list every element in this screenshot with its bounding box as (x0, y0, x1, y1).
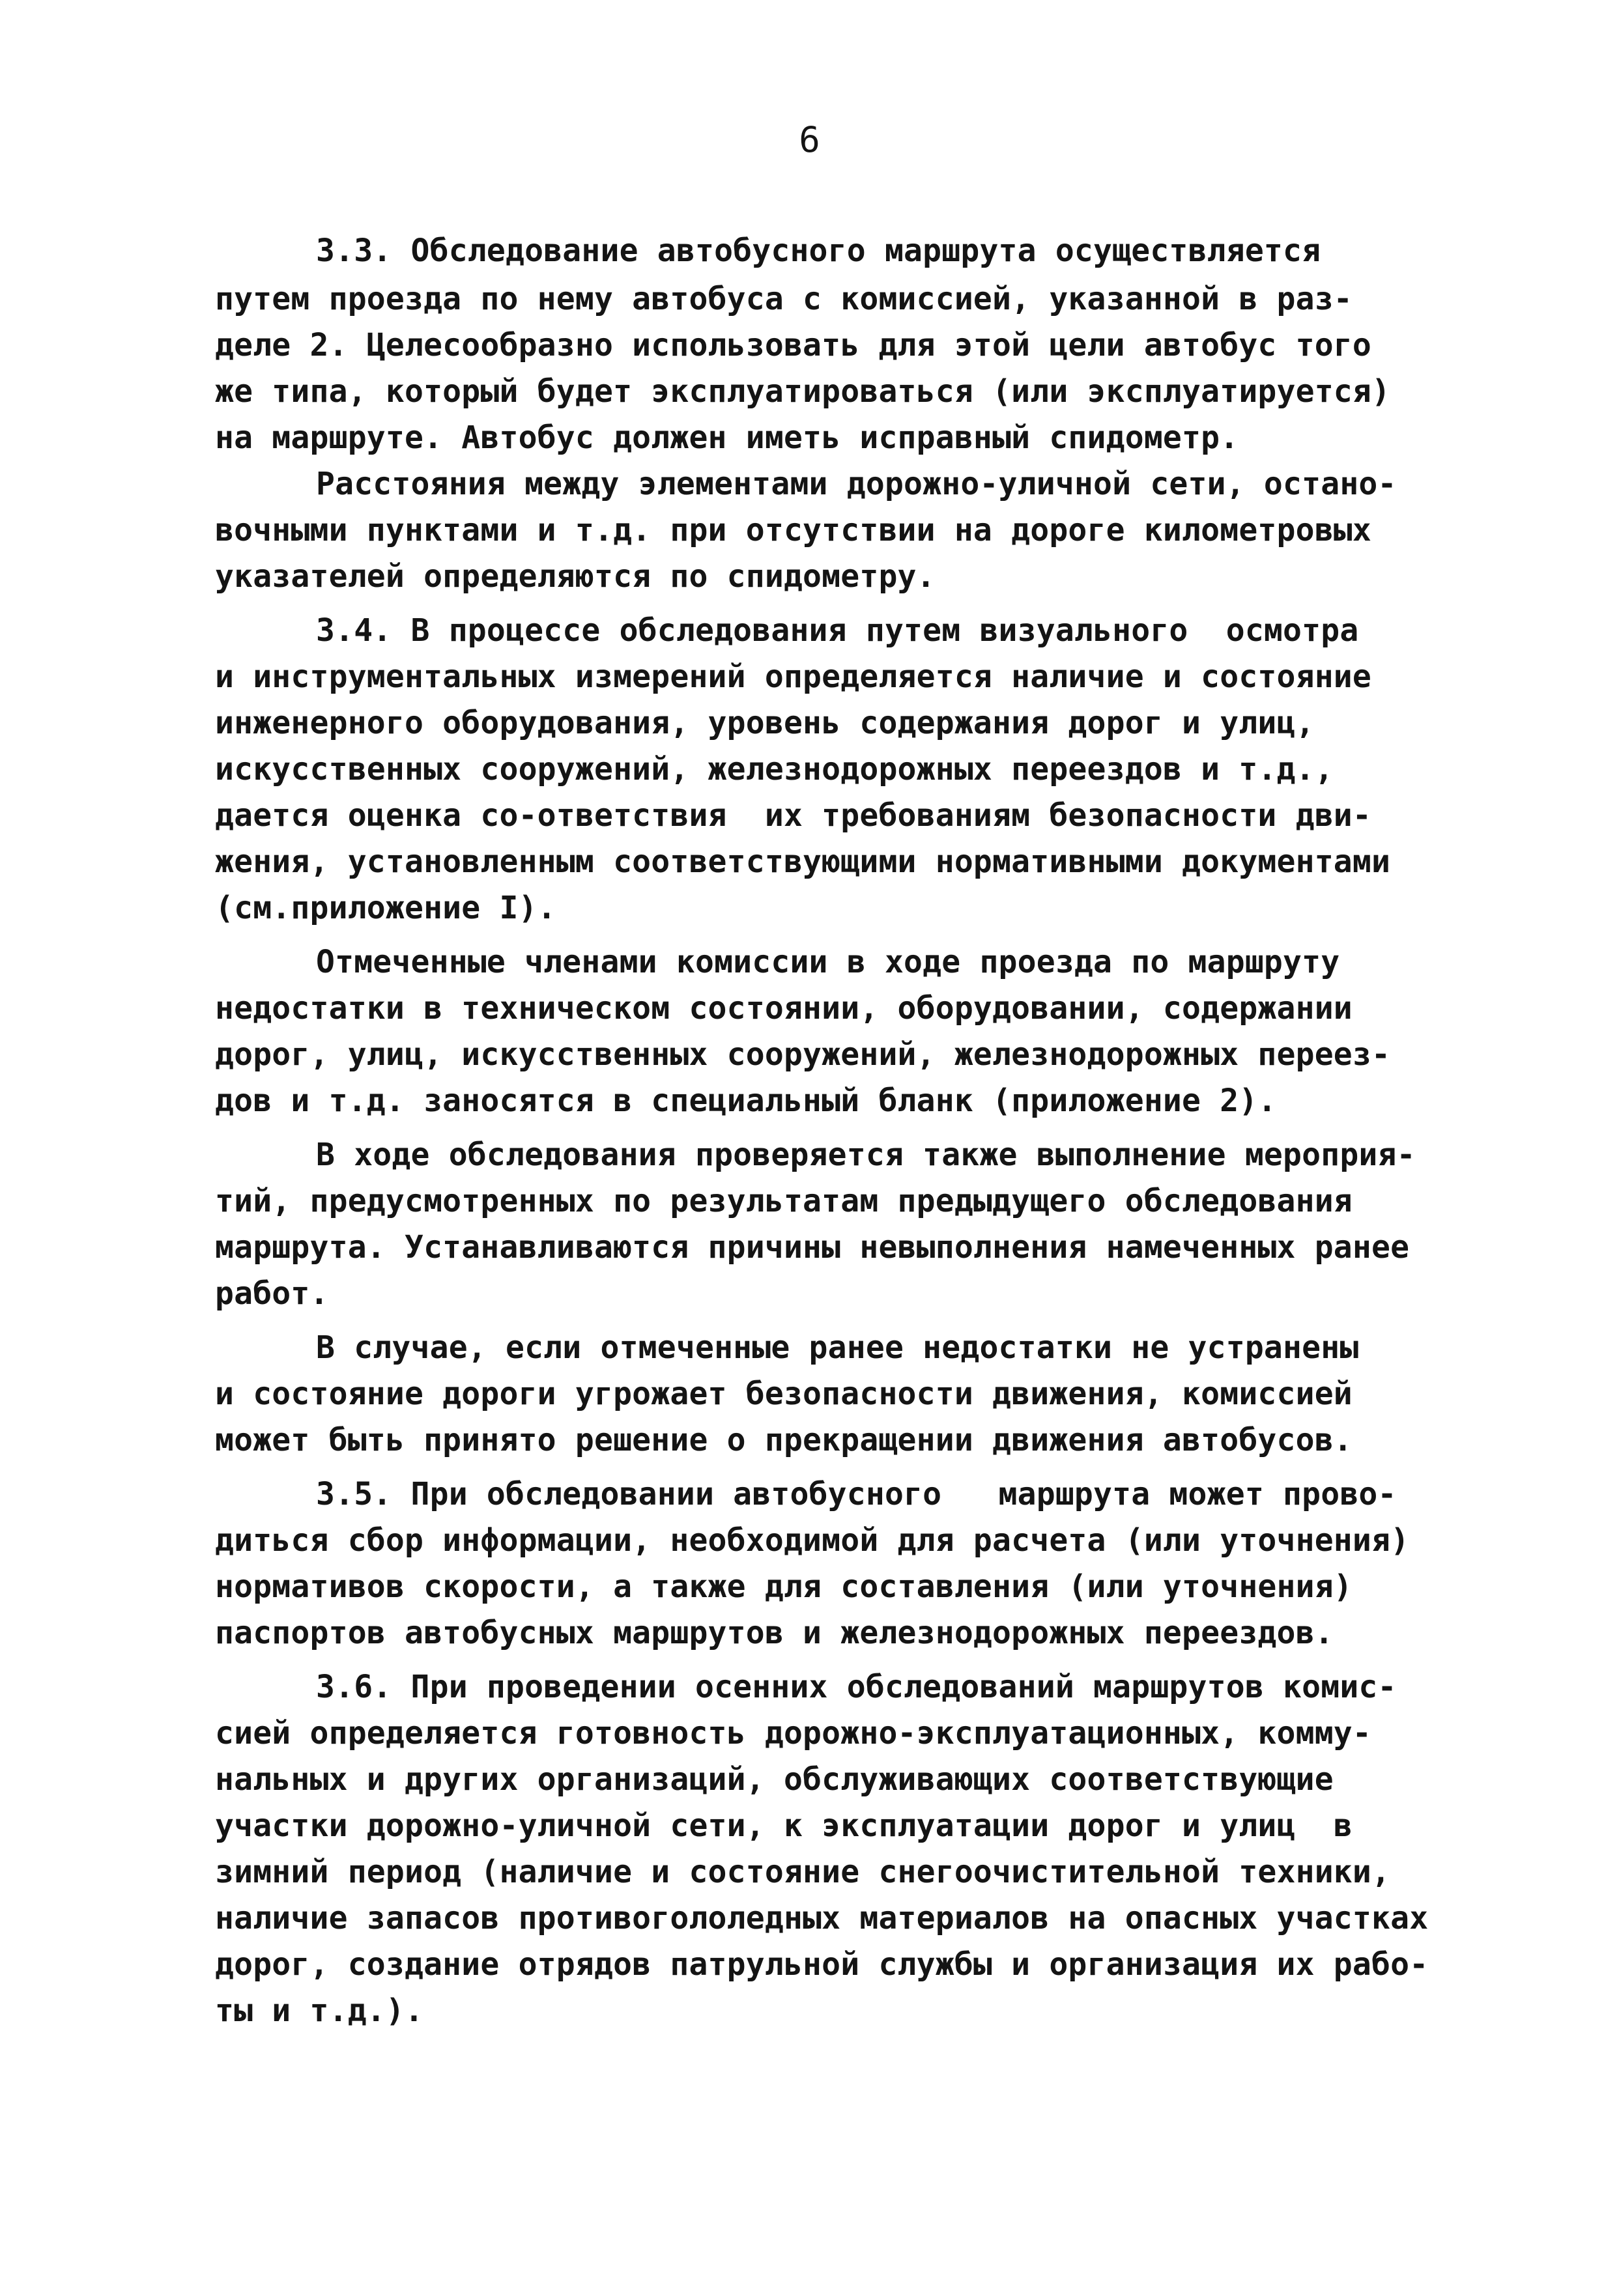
text-line: недостатки в техническом состоянии, оборудовании, содержании (215, 990, 1353, 1027)
text-line: указателей определяются по спидометру. (215, 558, 936, 595)
text-line: маршрута. Устанавливаются причины невыполнения намеченных ранее (215, 1229, 1410, 1266)
text-line: 3.4. В процессе обследования путем визуального осмотра (316, 612, 1359, 649)
text-line: дается оценка со-ответствия их требованиям безопасности дви- (215, 797, 1372, 834)
text-line: диться сбор информации, необходимой для расчета (или уточнения) (215, 1522, 1410, 1559)
text-line: (см.приложение I). (215, 890, 556, 926)
page-number: 6 (799, 119, 820, 160)
text-line: жения, установленным соответствующими нормативными документами (215, 843, 1391, 880)
text-line: паспортов автобусных маршрутов и железнодорожных переездов. (215, 1615, 1334, 1651)
text-line: нормативов скорости, а также для составления (или уточнения) (215, 1568, 1353, 1605)
text-line: ты и т.д.). (215, 1992, 424, 2029)
text-line: дорог, создание отрядов патрульной службы и организация их рабо- (215, 1946, 1429, 1983)
text-line: Расстояния между элементами дорожно-уличной сети, остано- (316, 466, 1397, 502)
text-line: и инструментальных измерений определяется наличие и состояние (215, 659, 1372, 695)
text-line: же типа, который будет эксплуатироваться (или эксплуатируется) (215, 373, 1391, 410)
text-line: 3.3. Обследование автобусного маршрута осуществляется (316, 233, 1321, 269)
text-line: дов и т.д. заносятся в специальный бланк (приложение 2). (215, 1083, 1277, 1119)
text-line: вочными пунктами и т.д. при отсутствии на дороге километровых (215, 512, 1372, 548)
text-line: искусственных сооружений, железнодорожных переездов и т.д., (215, 751, 1334, 787)
text-line: В случае, если отмеченные ранее недостатки не устранены (316, 1329, 1359, 1366)
text-line: на маршруте. Автобус должен иметь исправный спидометр. (215, 419, 1239, 456)
text-line: и состояние дороги угрожает безопасности движения, комиссией (215, 1376, 1353, 1412)
text-line: сией определяется готовность дорожно-эксплуатационных, комму- (215, 1715, 1372, 1751)
text-line: Отмеченные членами комиссии в ходе проезда по маршруту (316, 944, 1340, 980)
text-line: тий, предусмотренных по результатам предыдущего обследования (215, 1183, 1353, 1219)
text-line: 3.6. При проведении осенних обследований маршрутов комис- (316, 1669, 1397, 1705)
text-line: участки дорожно-уличной сети, к эксплуатации дорог и улиц в (215, 1807, 1353, 1844)
text-line: нальных и других организаций, обслуживающих соответствующие (215, 1761, 1334, 1798)
text-line: наличие запасов противогололедных материалов на опасных участках (215, 1900, 1429, 1936)
text-line: деле 2. Целесообразно использовать для этой цели автобус того (215, 327, 1372, 363)
text-line: путем проезда по нему автобуса с комиссией, указанной в раз- (215, 281, 1353, 317)
text-line: работ. (215, 1275, 329, 1312)
text-line: 3.5. При обследовании автобусного маршрута может прово- (316, 1476, 1397, 1512)
text-line: может быть принято решение о прекращении движения автобусов. (215, 1422, 1353, 1458)
text-line: В ходе обследования проверяется также выполнение мероприя- (316, 1137, 1416, 1173)
text-line: инженерного оборудования, уровень содержания дорог и улиц, (215, 705, 1315, 741)
text-line: зимний период (наличие и состояние снегоочистительной техники, (215, 1854, 1391, 1890)
text-line: дорог, улиц, искусственных сооружений, железнодорожных переез- (215, 1036, 1391, 1073)
